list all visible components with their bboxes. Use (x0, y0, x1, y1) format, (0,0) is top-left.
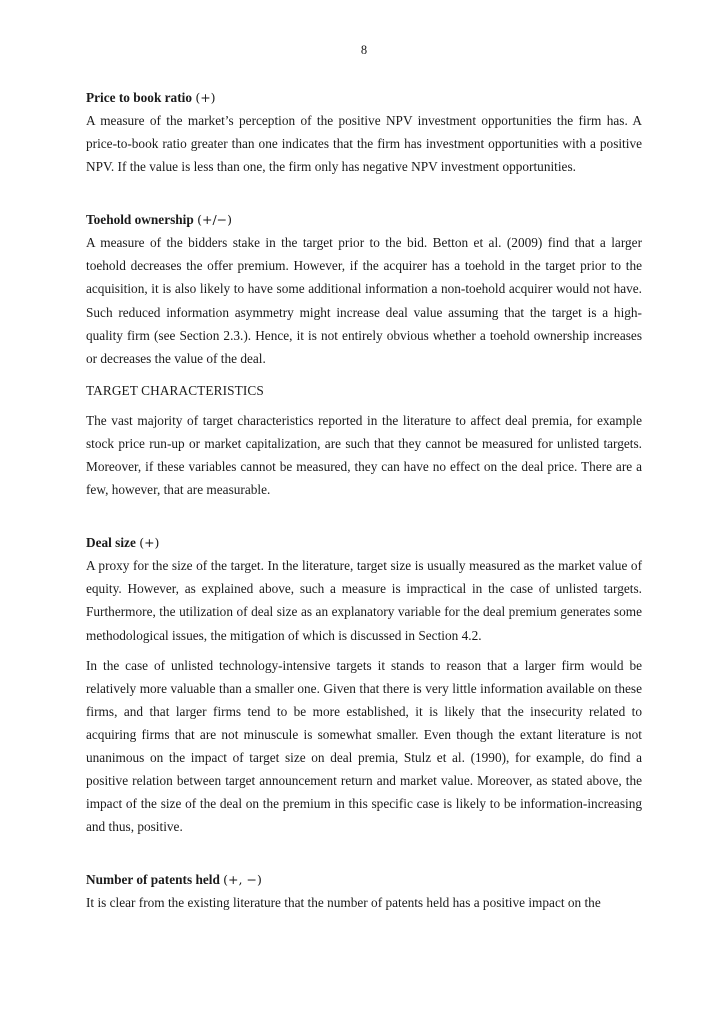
paragraph-deal-size-1: A proxy for the size of the target. In the literature, target size is usually measured as the market value of equity. However, as explained above, such a measure is impractical in the case of unlisted targets. Furthermore, the utilization of deal size as an explanatory variable for the deal premium generates some methodological issues, the mitigation of which is discussed in Section 4.2. (86, 558, 642, 643)
expected-sign: (+) (139, 535, 160, 551)
paragraph-deal-size-2: In the case of unlisted technology-intensive targets it stands to reason that a larger firm would be relatively more valuable than a smaller one. Given that there is very little information available on these firms, and that larger firms tend to be more established, it is likely that the insecurity related to acquiring firms that are not minuscule is somewhat smaller. Even though the extant literature is not unanimous on the impact of target size on deal premia, Stulz et al. (1990), for example, do find a positive relation between target announcement return and market value. Moreover, as stated above, the impact of the size of the deal on the premium in this specific case is likely to be information-increasing and thus, positive. (86, 657, 642, 835)
heading-title: Toehold ownership (86, 212, 194, 228)
heading-number-of-patents (86, 868, 642, 891)
heading-title: Price to book ratio (86, 90, 192, 105)
paragraph-price-to-book: A measure of the market’s perception of the positive NPV investment opportunities the firm has. A price-to-book ratio greater than one indicates that the firm has investment opportunities with a positive NPV. If the value is less than one, the firm only has negative NPV investment opportunities. (86, 113, 642, 175)
heading-title: Number of patents held (86, 872, 220, 888)
heading-title: Deal size (86, 535, 136, 551)
paragraph-patents: It is clear from the existing literature that the number of patents held has a positive impact on the (86, 895, 601, 911)
heading-deal-size (86, 531, 642, 554)
section-title-target-characteristics: TARGET CHARACTERISTICS (86, 382, 264, 398)
heading-price-to-book (86, 86, 642, 109)
paragraph-target-intro: The vast majority of target characteristics reported in the literature to affect deal premia, for example stock price run-up or market capitalization, are such that they cannot be measured for unlisted targets. Moreover, if these variables cannot be measured, they can have no effect on the deal price. There are a few, however, that are measurable. (86, 412, 642, 498)
expected-sign: (+, −) (223, 872, 262, 888)
heading-toehold-ownership (86, 208, 642, 231)
page-number: 8 (360, 43, 368, 57)
expected-sign: (+) (195, 90, 216, 105)
paragraph-toehold-ownership: A measure of the bidders stake in the target prior to the bid. Betton et al. (2009) find that a larger toehold decreases the offer premium. However, if the acquirer has a toehold in the target prior to the acquisition, it is also likely to have some additional information a non-toehold acquirer would not have. Such reduced information asymmetry might increase deal value assuming that the target is a high-quality firm (see Section 2.3.). Hence, it is not entirely obvious whether a toehold ownership increases or decreases the value of the deal. (86, 235, 642, 366)
expected-sign: (+/−) (197, 212, 233, 228)
page-content (86, 86, 642, 914)
